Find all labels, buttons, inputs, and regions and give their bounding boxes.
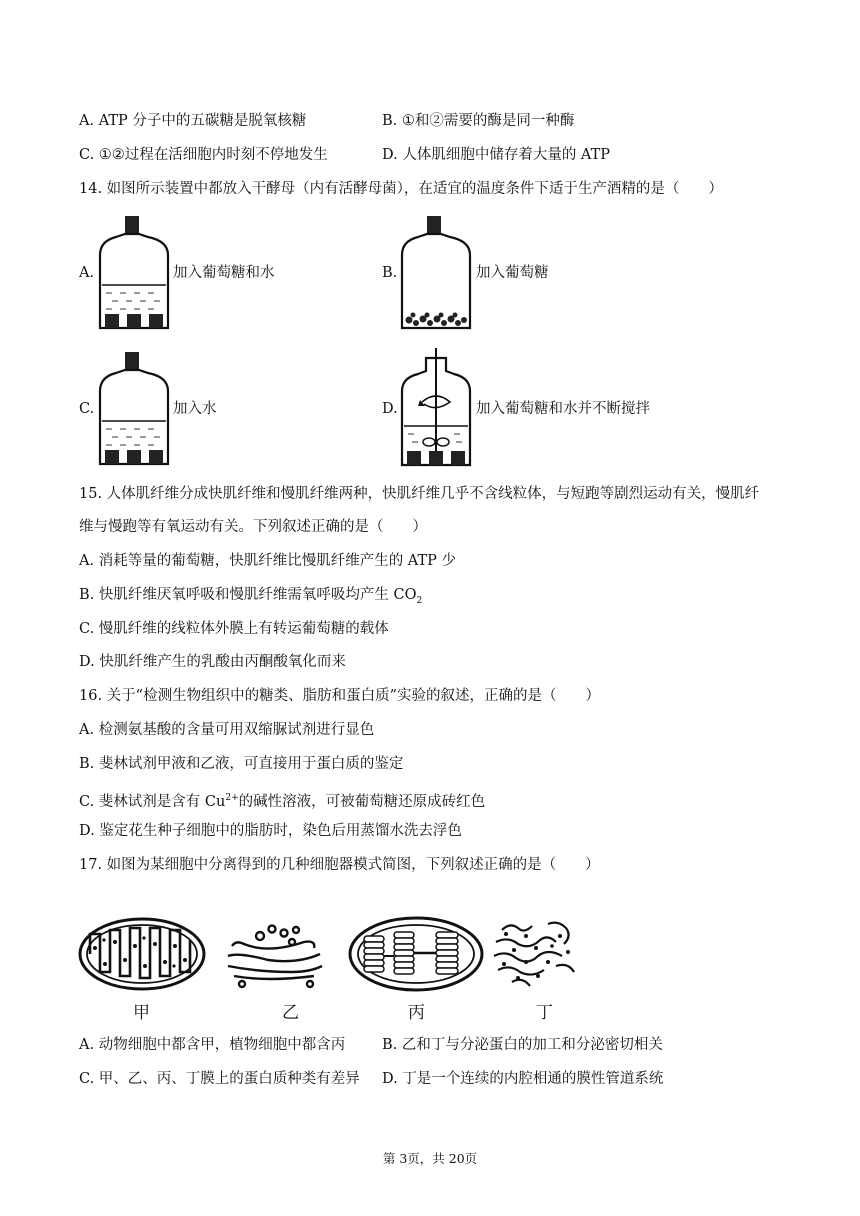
q14-figure-b xyxy=(398,213,478,333)
q17-option-b: B. 乙和丁与分泌蛋白的加工和分泌密切相关 xyxy=(382,1037,663,1053)
q13-option-d: D. 人体肌细胞中储存着大量的 ATP xyxy=(382,147,611,163)
q14-stem: 14. 如图所示装置中都放入干酵母（内有活酵母菌），在适宜的温度条件下适于生产酒精的是（ ） xyxy=(79,181,723,197)
page-footer: 第 3页，共 20页 xyxy=(382,1151,478,1166)
q14-option-c-letter: C. xyxy=(79,401,95,417)
q14-option-a-letter: A. xyxy=(79,265,95,281)
q17-label-jia: 甲 xyxy=(133,1003,150,1023)
q14-option-b-caption: 加入葡萄糖 xyxy=(476,265,549,281)
q13-option-a: A. ATP 分子中的五碳糖是脱氧核糖 xyxy=(79,113,307,129)
q13-option-b: B. ①和②需要的酶是同一种酶 xyxy=(382,113,575,129)
q17-option-a: A. 动物细胞中都含甲，植物细胞中都含丙 xyxy=(79,1037,346,1053)
q14-option-d-letter: D. xyxy=(382,401,398,417)
q14-figure-a xyxy=(96,213,176,333)
q15-stem-line2: 维与慢跑等有氧运动有关。下列叙述正确的是（ ） xyxy=(79,519,427,535)
q16-option-b: B. 斐林试剂甲液和乙液，可直接用于蛋白质的鉴定 xyxy=(79,756,404,772)
q16-option-a: A. 检测氨基酸的含量可用双缩脲试剂进行显色 xyxy=(79,722,375,738)
q13-option-c: C. ①②过程在活细胞内时刻不停地发生 xyxy=(79,147,328,163)
chloroplast-icon xyxy=(350,918,482,990)
endoplasmic-reticulum-icon xyxy=(494,923,574,986)
q17-organelle-figure xyxy=(78,916,598,1030)
q14-figure-c xyxy=(96,349,176,469)
q15-stem-line1: 15. 人体肌纤维分成快肌纤维和慢肌纤维两种，快肌纤维几乎不含线粒体，与短跑等剧烈运动有关，慢肌纤 xyxy=(79,486,760,502)
q17-label-bing: 丙 xyxy=(408,1003,425,1023)
q17-label-yi: 乙 xyxy=(282,1003,299,1023)
q16-option-d: D. 鉴定花生种子细胞中的脂肪时，染色后用蒸馏水洗去浮色 xyxy=(79,823,462,839)
q15-option-b-subscript: 2 xyxy=(416,595,423,606)
q15-option-b: B. 快肌纤维厌氧呼吸和慢肌纤维需氧呼吸均产生 $CO_2$ xyxy=(79,587,423,606)
q17-option-d: D. 丁是一个连续的内腔相通的膜性管道系统 xyxy=(382,1071,664,1087)
mitochondrion-icon xyxy=(80,919,204,989)
q17-option-c: C. 甲、乙、丙、丁膜上的蛋白质种类有差异 xyxy=(79,1071,360,1087)
q15-option-d: D. 快肌纤维产生的乳酸由丙酮酸氧化而来 xyxy=(79,654,346,670)
q15-option-c: C. 慢肌纤维的线粒体外膜上有转运葡萄糖的载体 xyxy=(79,621,389,637)
q14-figure-d xyxy=(398,346,478,470)
q17-stem: 17. 如图为某细胞中分离得到的几种细胞器模式简图，下列叙述正确的是（ ） xyxy=(79,857,600,873)
q14-option-d-caption: 加入葡萄糖和水并不断搅拌 xyxy=(476,401,650,417)
q16-option-c: C. 斐林试剂是含有 $Cu^{2+}$的碱性溶液，可被葡萄糖还原成砖红色 xyxy=(79,793,486,810)
q17-label-ding: 丁 xyxy=(536,1003,553,1023)
golgi-apparatus-icon xyxy=(228,926,322,988)
q14-option-a-caption: 加入葡萄糖和水 xyxy=(173,265,275,281)
q14-option-c-caption: 加入水 xyxy=(173,401,217,417)
q16-stem: 16. 关于“检测生物组织中的糖类、脂肪和蛋白质”实验的叙述，正确的是（ ） xyxy=(79,688,600,704)
q15-option-a: A. 消耗等量的葡萄糖，快肌纤维比慢肌纤维产生的 ATP 少 xyxy=(79,553,457,569)
q16-option-c-superscript: 2+ xyxy=(225,793,239,803)
q14-option-b-letter: B. xyxy=(382,265,398,281)
